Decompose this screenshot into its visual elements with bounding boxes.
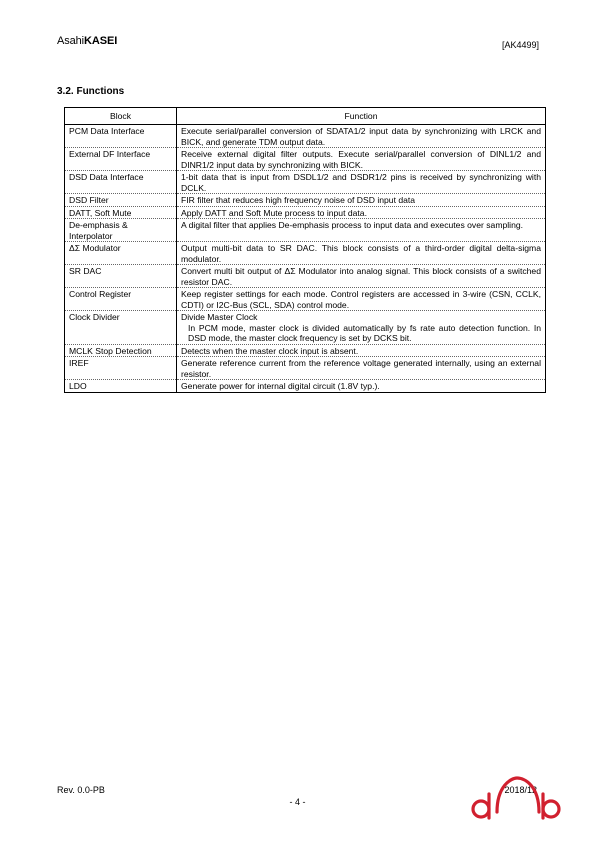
block-cell [65, 125, 177, 148]
function-description: Detects when the master clock input is absent. [181, 345, 359, 356]
function-description: In PCM mode, master clock is divided automatically by fs rate auto detection function. In DSD mode, the master clock frequency is set by DCKS bit. [188, 322, 541, 343]
table-row [65, 206, 546, 219]
function-cell [177, 206, 546, 219]
function-cell [177, 171, 546, 194]
table-row [65, 311, 546, 345]
function-cell [177, 380, 546, 393]
block-cell [65, 242, 177, 265]
footer-date: 2018/12 [504, 785, 537, 795]
function-cell [177, 265, 546, 288]
table-row [65, 171, 546, 194]
section-title: 3.2. Functions [57, 86, 125, 97]
block-cell [65, 288, 177, 311]
function-cell [177, 344, 546, 357]
function-description: Apply DATT and Soft Mute process to input data. [181, 207, 367, 218]
block-cell [65, 219, 177, 242]
company-logo [57, 35, 117, 47]
block-cell [65, 380, 177, 393]
block-name: DATT, Soft Mute [69, 207, 132, 218]
table-row [65, 148, 546, 171]
function-description: Convert multi bit output of ΔΣ Modulator into analog signal. This block consists of a switched resistor DAC. [181, 266, 541, 287]
block-name: External DF Interface [69, 149, 151, 159]
page-number: - 4 - [289, 797, 306, 807]
block-cell [65, 148, 177, 171]
block-name: DSD Data Interface [69, 172, 144, 182]
table-body [65, 125, 546, 393]
function-description: 1-bit data that is input from DSDL1/2 and DSDR1/2 pins is received by synchronizing with DCLK. [181, 172, 541, 193]
block-cell [65, 265, 177, 288]
block-name: SR DAC [69, 266, 102, 276]
function-description: Execute serial/parallel conversion of SDATA1/2 input data by synchronizing with LRCK and BICK, and generate TDM output data. [181, 126, 541, 147]
function-cell [177, 148, 546, 171]
block-name: Clock Divider [69, 312, 120, 322]
document-number: [AK4499] [501, 40, 539, 50]
table-row [65, 344, 546, 357]
function-cell [177, 219, 546, 242]
block-name: LDO [69, 381, 87, 391]
table-row [65, 265, 546, 288]
table-row [65, 125, 546, 148]
functions-table [64, 107, 546, 393]
function-cell [177, 288, 546, 311]
block-cell [65, 344, 177, 357]
logo-kasei: KASEI [84, 35, 118, 47]
block-name: IREF [69, 358, 89, 368]
table-row [65, 219, 546, 242]
function-description: Receive external digital filter outputs. Execute serial/parallel conversion of DINL1/2 and DINR1/2 input data by synchronizing with BICK. [181, 149, 541, 170]
table-row [65, 242, 546, 265]
function-cell [177, 125, 546, 148]
table-row [65, 357, 546, 380]
block-cell [65, 311, 177, 345]
akm-logo-mark-icon [467, 772, 563, 820]
block-name: Control Register [69, 289, 132, 299]
block-name: PCM Data Interface [69, 126, 145, 136]
column-header-block: Block [65, 108, 177, 125]
function-description: FIR filter that reduces high frequency noise of DSD input data [181, 195, 416, 205]
table-row [65, 380, 546, 393]
function-description: Generate power for internal digital circuit (1.8V typ.). [181, 381, 380, 391]
block-cell [65, 171, 177, 194]
block-cell [65, 206, 177, 219]
function-description: Divide Master Clock [181, 312, 258, 322]
block-name: ΔΣ Modulator [69, 243, 121, 253]
function-cell [177, 357, 546, 380]
function-description: A digital filter that applies De-emphasis process to input data and executes over sampling. [181, 220, 524, 230]
block-name: MCLK Stop Detection [69, 345, 152, 356]
table-row [65, 288, 546, 311]
logo-asahi: Asahi [57, 35, 85, 47]
table-row [65, 194, 546, 207]
block-cell [65, 357, 177, 380]
column-header-function: Function [177, 108, 546, 125]
function-cell [177, 194, 546, 207]
block-name: DSD Filter [69, 195, 109, 205]
function-description: Generate reference current from the reference voltage generated internally, using an external resistor. [181, 358, 541, 379]
table-header-row [65, 108, 546, 125]
block-name: Interpolator [69, 230, 113, 241]
function-cell [177, 311, 546, 345]
block-cell [65, 194, 177, 207]
function-description: Output multi-bit data to SR DAC. This block consists of a third-order digital delta-sigma modulator. [181, 243, 541, 264]
function-description: Keep register settings for each mode. Control registers are accessed in 3-wire (CSN, CCLK, CDTI) or I2C-Bus (SCL, SDA) control mode. [181, 289, 541, 310]
function-cell [177, 242, 546, 265]
block-name: De-emphasis & [69, 220, 128, 230]
revision-label: Rev. 0.0-PB [57, 785, 105, 795]
